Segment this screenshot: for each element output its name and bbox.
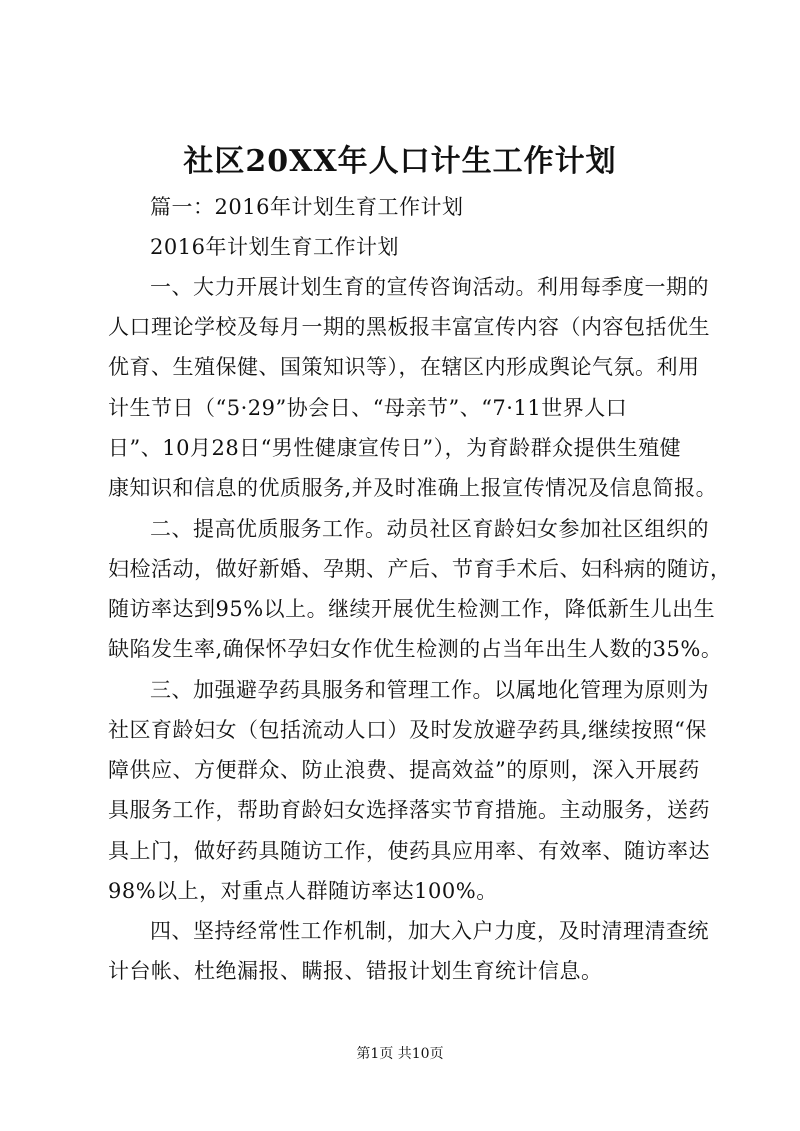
paragraph-line: 二、提高优质服务工作。动员社区育龄妇女参加社区组织的 [150,517,709,541]
paragraph-line: 具服务工作，帮助育龄妇女选择落实节育措施。主动服务，送药 [108,798,710,822]
paragraph-line: 随访率达到95%以上。继续开展优生检测工作，降低新生儿出生 [108,597,716,621]
paragraph-line: 计台帐、杜绝漏报、瞒报、错报计划生育统计信息。 [108,959,603,983]
paragraph-line: 缺陷发生率,确保怀孕妇女作优生检测的占当年出生人数的35%。 [108,637,723,661]
paragraph-line: 98%以上，对重点人群随访率达100%。 [108,879,498,903]
section-heading: 篇一：2016年计划生育工作计划 [150,195,464,219]
paragraph-line: 优育、生殖保健、国策知识等），在辖区内形成舆论气氛。利用 [108,355,700,379]
paragraph-line: 妇检活动，做好新婚、孕期、产后、节育手术后、妇科病的随访， [108,557,732,581]
paragraph-line: 具上门，做好药具随访工作，使药具应用率、有效率、随访率达 [108,839,710,863]
page-title: 社区20XX年人口计生工作计划 [183,144,617,179]
paragraph-line: 社区育龄妇女（包括流动人口）及时发放避孕药具,继续按照“保 [108,718,707,742]
page-footer: 第1页 共10页 [356,1046,444,1062]
paragraph-line: 计生节日（“5·29”协会日、“母亲节”、“7·11世界人口 [108,396,628,420]
paragraph-line: 康知识和信息的优质服务,并及时准确上报宣传情况及信息简报。 [108,476,718,500]
subheading: 2016年计划生育工作计划 [150,235,399,259]
paragraph-line: 四、坚持经常性工作机制，加大入户力度，及时清理清查统 [150,919,709,943]
paragraph-line: 人口理论学校及每月一期的黑板报丰富宣传内容（内容包括优生 [108,315,710,339]
paragraph-line: 三、加强避孕药具服务和管理工作。以属地化管理为原则为 [150,678,709,702]
paragraph-line: 一、大力开展计划生育的宣传咨询活动。利用每季度一期的 [150,275,709,299]
paragraph-line: 障供应、方便群众、防止浪费、提高效益”的原则，深入开展药 [108,758,700,782]
paragraph-line: 日”、10月28日“男性健康宣传日”），为育龄群众提供生殖健 [108,436,682,460]
